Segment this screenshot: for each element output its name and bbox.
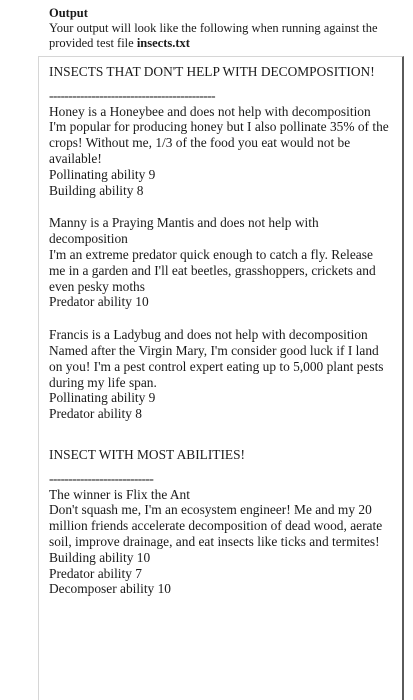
intro-text xyxy=(49,21,379,51)
insect-ability: Pollinating ability 9 xyxy=(49,166,156,182)
insect-entry-honey xyxy=(49,104,389,199)
insect-ability: Building ability 10 xyxy=(49,549,151,565)
insect-summary: Manny is a Praying Mantis and does not help with decomposition xyxy=(49,215,319,247)
section-divider: --------------------------- xyxy=(49,470,154,486)
insect-ability: Decomposer ability 10 xyxy=(49,581,171,597)
insect-entry-winner xyxy=(49,487,389,598)
sample-output xyxy=(49,64,389,597)
insect-description: Don't squash me, I'm an ecosystem engineer! Me and my 20 million friends accelerate decomposition of dead wood, aerate soil, improve drainage, and eat insects like ticks and termites! xyxy=(49,502,383,549)
insect-ability: Building ability 8 xyxy=(49,182,144,198)
insect-ability: Predator ability 10 xyxy=(49,294,149,310)
insect-ability: Pollinating ability 9 xyxy=(49,390,156,406)
test-filename: insects.txt xyxy=(136,36,190,50)
insect-summary: Honey is a Honeybee and does not help with decomposition xyxy=(49,103,371,119)
intro-block xyxy=(49,6,379,51)
insect-description: I'm an extreme predator quick enough to catch a fly. Release me in a garden and I'll eat beetles, grasshoppers, crickets and even pesky moths xyxy=(49,246,376,294)
insect-entry-francis xyxy=(49,327,389,422)
winner-summary: The winner is Flix the Ant xyxy=(49,486,190,502)
insect-summary: Francis is a Ladybug and does not help with decomposition xyxy=(49,327,368,343)
section-title-most-abilities: INSECT WITH MOST ABILITIES! xyxy=(49,446,246,462)
section-title-no-decomposition: INSECTS THAT DON'T HELP WITH DECOMPOSITION! xyxy=(49,64,375,79)
insect-description: Named after the Virgin Mary, I'm consider good luck if I land on you! I'm a pest control expert eating up to 5,000 plant pests during my life span. xyxy=(49,342,384,390)
output-heading: Output xyxy=(49,6,88,20)
insect-ability: Predator ability 8 xyxy=(49,406,142,422)
insect-ability: Predator ability 7 xyxy=(49,565,142,581)
intro-sentence: Your output will look like the following when running against the provided test file xyxy=(49,21,378,50)
insect-description: I'm popular for producing honey but I also pollinate 35% of the crops! Without me, 1/3 of the food you eat would not be available! xyxy=(49,119,389,166)
insect-entry-manny xyxy=(49,215,389,310)
section-divider: ------------------------------------------- xyxy=(49,87,215,103)
